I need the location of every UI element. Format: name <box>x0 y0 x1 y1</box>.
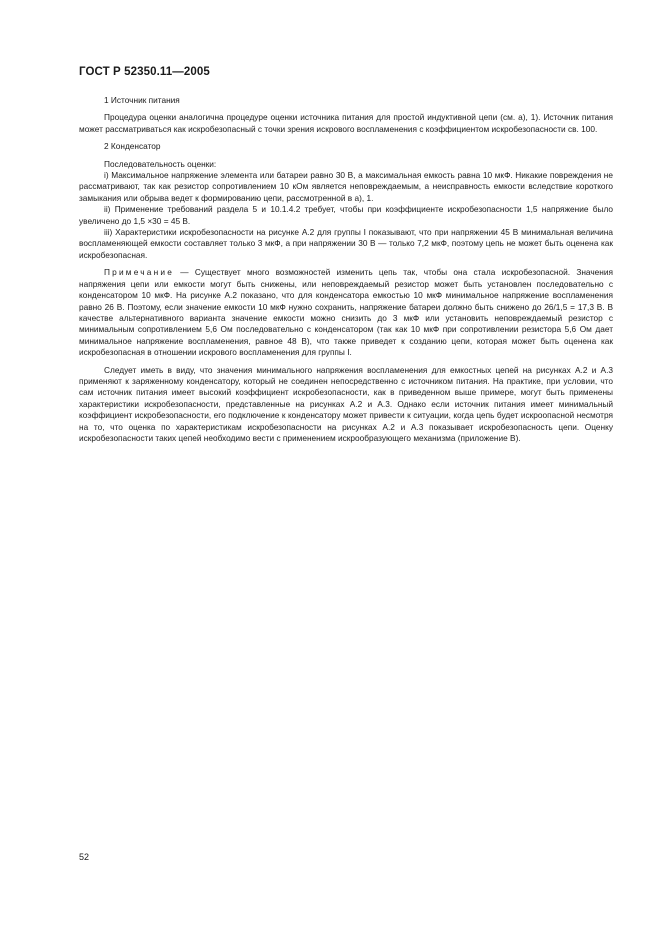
item1-heading: 1 Источник питания <box>104 95 180 105</box>
note-label: Примечание <box>104 267 175 278</box>
item2-heading: 2 Конденсатор <box>104 141 161 152</box>
note-text: — Существует много возможностей изменить цепь так, чтобы она стала искробезопасной. Значения напряжения цепи или емкости могут быть снижены, или неповреждаемый резистор может быть установлен последовательно с конденсатором 10 мкФ. На рисунке А.2 показано, что для конденсатора емкостью 10 мкФ минимальное напряжение воспламенения равно 26 В. Поэтому, если значение емкости 10 мкФ нужно сохранить, напряжение батареи должно быть снижено до 26/1,5 = 17,3 В. В качестве альтернативного варианта значение емкости можно снизить до 3 мкФ или установить неповреждаемый резистор с минимальным сопротивлением 5,6 Ом последовательно с конденсатором (так как 10 мкФ при сопротивлении резистора 5,6 Ом дает минимальное напряжение воспламенения, равное 48 В), что также приведет к созданию цепи, которая может быть оценена как искробезопасная в отношении искрового воспламенения для группы I. <box>79 267 613 358</box>
document-header: ГОСТ Р 52350.11—2005 <box>79 66 210 78</box>
final-paragraph: Следует иметь в виду, что значения минимального напряжения воспламенения для емкостных цепей на рисунках А.2 и А.3 применяют к заряженному конденсатору, который не соединен непосредственно с источником питания. На практике, при условии, что сам источник питания имеет высокий коэффициент искробезопасности, как в приведенном выше примере, могут быть применены характеристики искробезопасности, представленные на рисунках А.2 и А.3. Однако если источник питания имеет минимальный коэффициент искробезопасности, его подключение к конденсатору может привести к ситуации, когда цепь будет искроопасной несмотря на то, что оценка по характеристикам искробезопасности на рисунках А.2 и А.3 показывает искробезопасность цепи. Оценку искробезопасности таких цепей необходимо вести с применением искрообразующего механизма (приложение В). <box>79 364 613 443</box>
page-number: 52 <box>79 852 90 862</box>
note-paragraph <box>79 267 613 358</box>
item1-text: Процедура оценки аналогична процедуре оценки источника питания для простой индуктивной цепи (см. а), 1). Источник питания может рассматриваться как искробезопасный с точки зрения искрового воспламенения с коэффициентом искробезопасности св. 100. <box>79 112 613 134</box>
step-i: i) Максимальное напряжение элемента или батареи равно 30 В, а максимальная емкость равна 10 мкФ. Никакие повреждения не рассматривают, так как резистор сопротивлением 10 кОм является неповреждаемым, а неисправность емкости вследствие короткого замыкания или обрыва ведет к формированию цепи, рассмотренной в а), 1. <box>79 170 613 203</box>
step-iii: iii) Характеристики искробезопасности на рисунке А.2 для группы I показывают, что при напряжении 45 В минимальная величина воспламеняющей емкости составляет только 3 мкФ, а при напряжении 30 В — только 7,2 мкФ, поэтому цепь не может быть оценена как искробезопасная. <box>79 227 613 260</box>
document-body <box>79 95 613 444</box>
step-ii: ii) Применение требований раздела 5 и 10.1.4.2 требует, чтобы при коэффициенте искробезопасности 1,5 напряжение было увеличено до 1,5 ×30 = 45 В. <box>79 204 613 226</box>
sequence-label: Последовательность оценки: <box>104 158 217 169</box>
